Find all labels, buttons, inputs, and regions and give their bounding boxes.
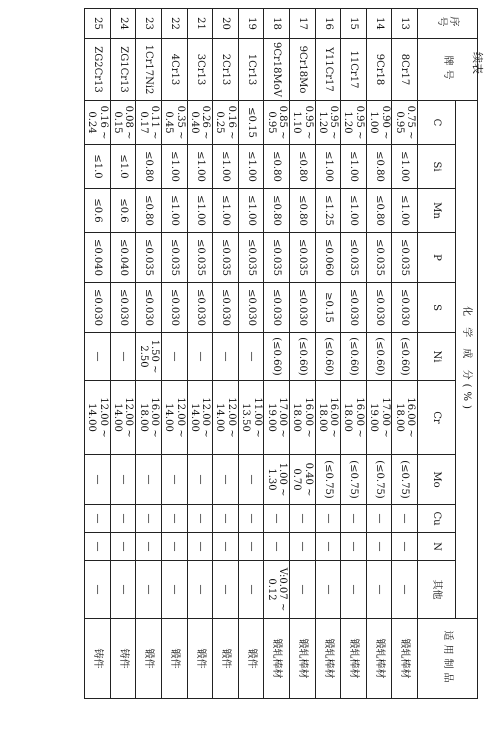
cell-other: —: [110, 561, 136, 619]
cell-mn: ≤1.00: [341, 189, 367, 233]
cell-cu: —: [213, 505, 239, 533]
cell-other: —: [366, 561, 392, 619]
cell-no: 19: [238, 9, 264, 39]
cell-p: ≤0.035: [289, 233, 315, 283]
cell-cr: 12.00 ~ 14.00: [110, 381, 136, 455]
cell-ni: (≤0.60): [289, 333, 315, 381]
cell-cr: 16.00 ~ 18.00: [315, 381, 341, 455]
cell-cu: —: [392, 505, 418, 533]
cell-ni: —: [238, 333, 264, 381]
cell-ni: 1.50 ~ 2.50: [136, 333, 162, 381]
cell-cr: 17.00 ~ 19.00: [366, 381, 392, 455]
cell-no: 20: [213, 9, 239, 39]
cell-c: 0.26 ~ 0.40: [187, 101, 213, 145]
cell-cu: —: [289, 505, 315, 533]
cell-c: ≤0.15: [238, 101, 264, 145]
cell-cu: —: [238, 505, 264, 533]
cell-p: ≤0.035: [136, 233, 162, 283]
cell-grade: ZG2Cr13: [85, 39, 111, 101]
cell-ni: —: [85, 333, 111, 381]
cell-n: —: [315, 533, 341, 561]
cell-n: —: [136, 533, 162, 561]
table-row: [85, 9, 111, 699]
cell-p: ≤0.035: [392, 233, 418, 283]
cell-s: ≤0.030: [213, 283, 239, 333]
table-row: [110, 9, 136, 699]
cell-ni: —: [110, 333, 136, 381]
header-cr: Cr: [418, 381, 456, 455]
cell-s: ≤0.030: [264, 283, 290, 333]
cell-p: ≤0.035: [213, 233, 239, 283]
table-row: [136, 9, 162, 699]
cell-other: —: [238, 561, 264, 619]
cell-cr: 12.00 ~ 14.00: [85, 381, 111, 455]
cell-n: —: [341, 533, 367, 561]
cell-si: ≤1.00: [238, 145, 264, 189]
cell-si: ≤1.0: [110, 145, 136, 189]
cell-c: 0.16 ~ 0.24: [85, 101, 111, 145]
cell-si: ≤1.00: [341, 145, 367, 189]
header-p: P: [418, 233, 456, 283]
cell-n: —: [392, 533, 418, 561]
cell-mo: —: [110, 455, 136, 505]
cell-mo: —: [187, 455, 213, 505]
cell-other: —: [392, 561, 418, 619]
cell-other: —: [85, 561, 111, 619]
cell-no: 22: [161, 9, 187, 39]
cell-cr: 16.00 ~ 18.00: [289, 381, 315, 455]
cell-mo: (≤0.75): [315, 455, 341, 505]
header-n: N: [418, 533, 456, 561]
cell-other: —: [213, 561, 239, 619]
cell-grade: 9Cr18: [366, 39, 392, 101]
table-body: [85, 9, 418, 699]
cell-no: 13: [392, 9, 418, 39]
cell-app: 锻轧棒材: [392, 619, 418, 699]
cell-mn: ≤1.25: [315, 189, 341, 233]
cell-cu: —: [85, 505, 111, 533]
cell-cu: —: [161, 505, 187, 533]
cell-c: 0.95 ~ 1.10: [289, 101, 315, 145]
cell-si: ≤1.00: [213, 145, 239, 189]
table-row: [289, 9, 315, 699]
header-seq: 序号: [418, 9, 478, 39]
cell-app: 铸件: [110, 619, 136, 699]
cell-s: ≥0.15: [315, 283, 341, 333]
cell-cr: 12.00 ~ 14.00: [161, 381, 187, 455]
header-other: 其他: [418, 561, 456, 619]
cell-mn: ≤0.6: [85, 189, 111, 233]
cell-no: 24: [110, 9, 136, 39]
cell-cr: 17.00 ~ 19.00: [264, 381, 290, 455]
cell-n: —: [238, 533, 264, 561]
header-ni: Ni: [418, 333, 456, 381]
cell-app: 锻件: [187, 619, 213, 699]
cell-p: ≤0.035: [238, 233, 264, 283]
cell-p: ≤0.060: [315, 233, 341, 283]
cell-mn: ≤0.80: [366, 189, 392, 233]
cell-no: 16: [315, 9, 341, 39]
cell-other: V:0.07 ~ 0.12: [264, 561, 290, 619]
cell-grade: 9Cr18MoV: [264, 39, 290, 101]
cell-grade: 1Cr13: [238, 39, 264, 101]
cell-app: 锻轧棒材: [341, 619, 367, 699]
table-row: [341, 9, 367, 699]
cell-cu: —: [110, 505, 136, 533]
cell-other: —: [161, 561, 187, 619]
cell-mo: —: [161, 455, 187, 505]
cell-s: ≤0.030: [85, 283, 111, 333]
cell-s: ≤0.030: [366, 283, 392, 333]
cell-app: 锻轧棒材: [264, 619, 290, 699]
cell-mo: (≤0.75): [341, 455, 367, 505]
cell-c: 0.95 ~ 1.20: [341, 101, 367, 145]
cell-mn: ≤0.80: [264, 189, 290, 233]
cell-s: ≤0.030: [289, 283, 315, 333]
cell-cu: —: [341, 505, 367, 533]
cell-ni: (≤0.60): [264, 333, 290, 381]
cell-n: —: [289, 533, 315, 561]
cell-c: 0.75 ~ 0.95: [392, 101, 418, 145]
cell-mo: (≤0.75): [366, 455, 392, 505]
cell-mo: —: [136, 455, 162, 505]
cell-n: —: [161, 533, 187, 561]
header-si: Si: [418, 145, 456, 189]
cell-app: 锻轧棒材: [366, 619, 392, 699]
header-cu: Cu: [418, 505, 456, 533]
cell-c: 0.90 ~ 1.00: [366, 101, 392, 145]
continued-label: 续表: [471, 52, 484, 74]
cell-c: 0.08 ~ 0.15: [110, 101, 136, 145]
cell-other: —: [315, 561, 341, 619]
cell-grade: Y11Cr17: [315, 39, 341, 101]
cell-app: 锻轧棒材: [315, 619, 341, 699]
cell-s: ≤0.030: [161, 283, 187, 333]
cell-cu: —: [187, 505, 213, 533]
cell-grade: 11Cr17: [341, 39, 367, 101]
cell-other: —: [289, 561, 315, 619]
header-composition: 化 学 成 分(%): [456, 101, 478, 619]
cell-ni: (≤0.60): [341, 333, 367, 381]
cell-p: ≤0.040: [110, 233, 136, 283]
cell-no: 18: [264, 9, 290, 39]
cell-n: —: [366, 533, 392, 561]
cell-si: ≤1.00: [392, 145, 418, 189]
header-grade: 牌号: [418, 39, 478, 101]
cell-si: ≤1.00: [161, 145, 187, 189]
cell-p: ≤0.035: [187, 233, 213, 283]
cell-app: 锻轧棒材: [289, 619, 315, 699]
cell-ni: —: [213, 333, 239, 381]
cell-grade: 8Cr17: [392, 39, 418, 101]
cell-no: 25: [85, 9, 111, 39]
cell-mo: 0.40 ~ 0.70: [289, 455, 315, 505]
cell-p: ≤0.035: [161, 233, 187, 283]
cell-c: 0.11 ~ 0.17: [136, 101, 162, 145]
cell-mn: ≤1.00: [187, 189, 213, 233]
cell-s: ≤0.030: [136, 283, 162, 333]
cell-ni: (≤0.60): [392, 333, 418, 381]
header-mn: Mn: [418, 189, 456, 233]
table-row: [315, 9, 341, 699]
cell-mn: ≤1.00: [238, 189, 264, 233]
cell-n: —: [264, 533, 290, 561]
table-row: [187, 9, 213, 699]
cell-cr: 12.00 ~ 14.00: [187, 381, 213, 455]
cell-s: ≤0.030: [238, 283, 264, 333]
cell-c: 0.35 ~ 0.45: [161, 101, 187, 145]
cell-s: ≤0.030: [341, 283, 367, 333]
table-row: [161, 9, 187, 699]
cell-si: ≤0.80: [136, 145, 162, 189]
cell-mn: ≤0.80: [136, 189, 162, 233]
rotated-table-wrapper: [84, 8, 478, 698]
cell-no: 15: [341, 9, 367, 39]
cell-ni: (≤0.60): [315, 333, 341, 381]
cell-mn: ≤0.80: [289, 189, 315, 233]
cell-s: ≤0.030: [110, 283, 136, 333]
table-row: [392, 9, 418, 699]
cell-mn: ≤1.00: [161, 189, 187, 233]
cell-mn: ≤1.00: [213, 189, 239, 233]
cell-si: ≤0.80: [264, 145, 290, 189]
cell-c: 0.85 ~ 0.95: [264, 101, 290, 145]
cell-app: 锻件: [161, 619, 187, 699]
cell-si: ≤1.00: [187, 145, 213, 189]
cell-n: —: [213, 533, 239, 561]
cell-cr: 16.00 ~ 18.00: [341, 381, 367, 455]
cell-grade: ZG1Cr13: [110, 39, 136, 101]
cell-cu: —: [315, 505, 341, 533]
cell-no: 21: [187, 9, 213, 39]
cell-no: 14: [366, 9, 392, 39]
cell-c: 0.95 ~ 1.20: [315, 101, 341, 145]
table-row: [366, 9, 392, 699]
cell-cr: 16.00 ~ 18.00: [136, 381, 162, 455]
cell-grade: 4Cr13: [161, 39, 187, 101]
cell-cr: 16.00 ~ 18.00: [392, 381, 418, 455]
cell-mn: ≤1.00: [392, 189, 418, 233]
cell-app: 锻件: [136, 619, 162, 699]
cell-app: 锻件: [213, 619, 239, 699]
cell-n: —: [85, 533, 111, 561]
table-row: [238, 9, 264, 699]
cell-mo: —: [238, 455, 264, 505]
cell-s: ≤0.030: [187, 283, 213, 333]
cell-ni: —: [161, 333, 187, 381]
cell-mo: —: [85, 455, 111, 505]
cell-app: 铸件: [85, 619, 111, 699]
cell-s: ≤0.030: [392, 283, 418, 333]
cell-n: —: [110, 533, 136, 561]
cell-p: ≤0.035: [366, 233, 392, 283]
cell-si: ≤0.80: [289, 145, 315, 189]
cell-other: —: [136, 561, 162, 619]
table-row: [213, 9, 239, 699]
cell-cu: —: [366, 505, 392, 533]
cell-mo: —: [213, 455, 239, 505]
cell-n: —: [187, 533, 213, 561]
cell-si: ≤1.00: [315, 145, 341, 189]
cell-grade: 3Cr13: [187, 39, 213, 101]
cell-cu: —: [264, 505, 290, 533]
cell-si: ≤0.80: [366, 145, 392, 189]
header-mo: Mo: [418, 455, 456, 505]
cell-ni: —: [187, 333, 213, 381]
header-c: C: [418, 101, 456, 145]
cell-si: ≤1.0: [85, 145, 111, 189]
header-s: S: [418, 283, 456, 333]
cell-cu: —: [136, 505, 162, 533]
table-row: [264, 9, 290, 699]
header-application: 适用制品: [418, 619, 478, 699]
cell-ni: (≤0.60): [366, 333, 392, 381]
cell-p: ≤0.035: [264, 233, 290, 283]
cell-p: ≤0.040: [85, 233, 111, 283]
cell-other: —: [187, 561, 213, 619]
cell-p: ≤0.035: [341, 233, 367, 283]
cell-mo: (≤0.75): [392, 455, 418, 505]
cell-grade: 2Cr13: [213, 39, 239, 101]
cell-no: 17: [289, 9, 315, 39]
cell-mo: 1.00 ~ 1.30: [264, 455, 290, 505]
cell-cr: 12.00 ~ 14.00: [213, 381, 239, 455]
cell-mn: ≤0.6: [110, 189, 136, 233]
cell-cr: 11.00 ~ 13.50: [238, 381, 264, 455]
cell-no: 23: [136, 9, 162, 39]
composition-table: [84, 8, 478, 699]
cell-grade: 9Cr18Mo: [289, 39, 315, 101]
cell-c: 0.16 ~ 0.25: [213, 101, 239, 145]
cell-app: 锻件: [238, 619, 264, 699]
cell-grade: 1Cr17Ni2: [136, 39, 162, 101]
cell-other: —: [341, 561, 367, 619]
